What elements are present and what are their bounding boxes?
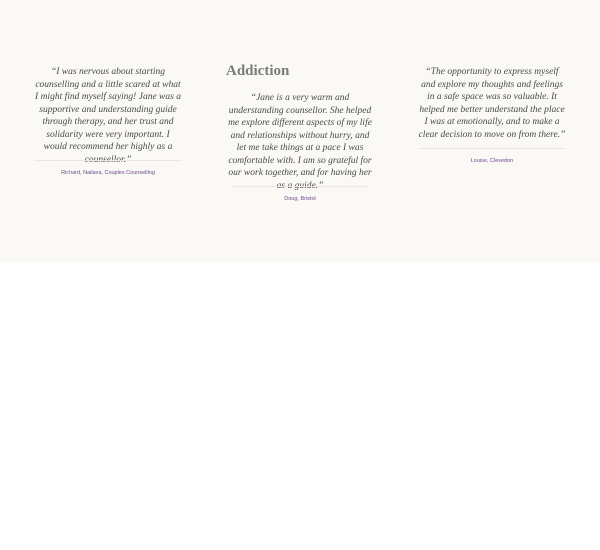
testimonial-author-link[interactable]: Louise, Clevedon [470, 158, 514, 164]
quote-divider [34, 160, 182, 161]
testimonial-quote: “I was nervous about starting counselling and a little scared at what I might find myself saying! Jane was a supportive and understanding guide through therapy, and her trust and solidarity were very important. I would recommend her highly as a counsellor.” [35, 67, 181, 165]
quote-divider [418, 148, 566, 149]
section-heading-addiction: Addiction [226, 63, 290, 79]
testimonial-author-link[interactable]: Richard, Nailsea, Couples Counselling [61, 170, 155, 176]
testimonial-author-link[interactable]: Doug, Bristol [284, 196, 316, 202]
testimonials-section [0, 0, 600, 262]
testimonial-quote: “The opportunity to express myself and explore my thoughts and feelings in a safe space was so valuable. It helped me better understand the place I was at emotionally, and to make a clear decision to move on from there.” [418, 67, 566, 140]
quote-divider [232, 186, 368, 187]
testimonial-quote: “Jane is a very warm and understanding counsellor. She helped me explore different aspects of my life and relationships without hurry, and let me take things at a pace I was comfortable with. I am so grateful for our work together, and for having her as a guide.” [228, 93, 372, 191]
